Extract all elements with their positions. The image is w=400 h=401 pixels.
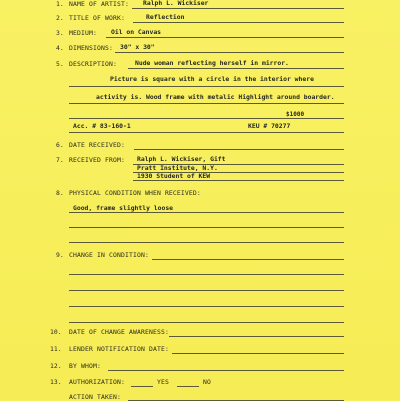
description-value: Nude woman reflecting herself in mirror.	[135, 59, 289, 67]
action-taken-label: ACTION TAKEN:	[69, 393, 121, 401]
change-line-3	[69, 290, 344, 291]
value-amount: $1000	[286, 111, 305, 118]
no-label: NO	[203, 378, 211, 386]
lender-notification-label: LENDER NOTIFICATION DATE:	[69, 345, 169, 353]
change-line-4	[69, 306, 344, 307]
description-line-3	[69, 103, 344, 104]
yes-label: YES	[157, 378, 169, 386]
received-from-line-1: Ralph L. Wickiser, Gift	[137, 155, 226, 163]
description-continued-2: activity is. Wood frame with metalic Highlight around boarder.	[96, 93, 335, 101]
title-label: TITLE OF WORK:	[69, 14, 125, 22]
change-awareness-label: DATE OF CHANGE AWARENESS:	[69, 328, 169, 336]
medium-label: MEDIUM:	[69, 29, 97, 37]
received-from-line-2: Pratt Institute, N.Y.	[137, 164, 218, 172]
field-2-number: 2.	[56, 14, 64, 22]
condition-line-3	[69, 242, 344, 243]
artist-value: Ralph L. Wickiser	[143, 0, 209, 7]
no-line	[177, 386, 199, 387]
dimensions-label: DIMENSIONS:	[69, 44, 113, 52]
description-continued-1: Picture is square with a circle in the interior where	[110, 75, 314, 83]
received-from-line-3: 1930 Student of KEW	[137, 172, 211, 180]
artist-line	[132, 8, 344, 9]
medium-value: Oil on Canvas	[111, 28, 162, 36]
physical-condition-label: PHYSICAL CONDITION WHEN RECEIVED:	[69, 189, 201, 197]
condition-line-1	[69, 212, 344, 213]
field-1-number: 1.	[56, 0, 64, 8]
field-11-number: 11.	[50, 345, 62, 353]
date-received-label: DATE RECEIVED:	[69, 141, 125, 149]
field-4-number: 4.	[56, 44, 64, 52]
description-line-4	[69, 118, 344, 119]
change-condition-label: CHANGE IN CONDITION:	[69, 251, 149, 259]
by-whom-line	[108, 370, 344, 371]
acc-number: Acc. # 83-160-1	[73, 122, 131, 130]
field-9-number: 9.	[56, 251, 64, 259]
description-line-1	[128, 68, 344, 69]
title-value: Reflection	[146, 13, 185, 21]
yes-line	[131, 386, 153, 387]
change-line-5	[69, 322, 344, 323]
key-number: KEU # 70277	[248, 122, 291, 130]
by-whom-label: BY WHOM:	[69, 362, 101, 370]
change-line-2	[69, 274, 344, 275]
field-5-number: 5.	[56, 60, 64, 68]
dimensions-value: 30" x 30"	[120, 43, 155, 51]
change-line-1	[152, 259, 344, 260]
artist-label: NAME OF ARTIST:	[69, 0, 129, 8]
authorization-label: AUTHORIZATION:	[69, 378, 125, 386]
description-label: DESCRIPTION:	[69, 60, 117, 68]
medium-line	[106, 37, 344, 38]
received-from-rule-3	[133, 180, 344, 181]
change-awareness-line	[169, 336, 344, 337]
date-received-line	[134, 149, 344, 150]
acc-line	[69, 132, 344, 133]
field-6-number: 6.	[56, 141, 64, 149]
field-10-number: 10.	[50, 328, 62, 336]
field-8-number: 8.	[56, 189, 64, 197]
received-from-label: RECEIVED FROM:	[69, 156, 125, 164]
title-line	[133, 22, 344, 23]
field-12-number: 12.	[50, 362, 62, 370]
description-line-2	[69, 86, 344, 87]
field-13-number: 13.	[50, 378, 62, 386]
physical-condition-value: Good, frame slightly loose	[73, 204, 174, 212]
lender-notification-line	[172, 353, 344, 354]
dimensions-line	[115, 52, 344, 53]
field-3-number: 3.	[56, 29, 64, 37]
field-7-number: 7.	[56, 156, 64, 164]
condition-line-2	[69, 227, 344, 228]
